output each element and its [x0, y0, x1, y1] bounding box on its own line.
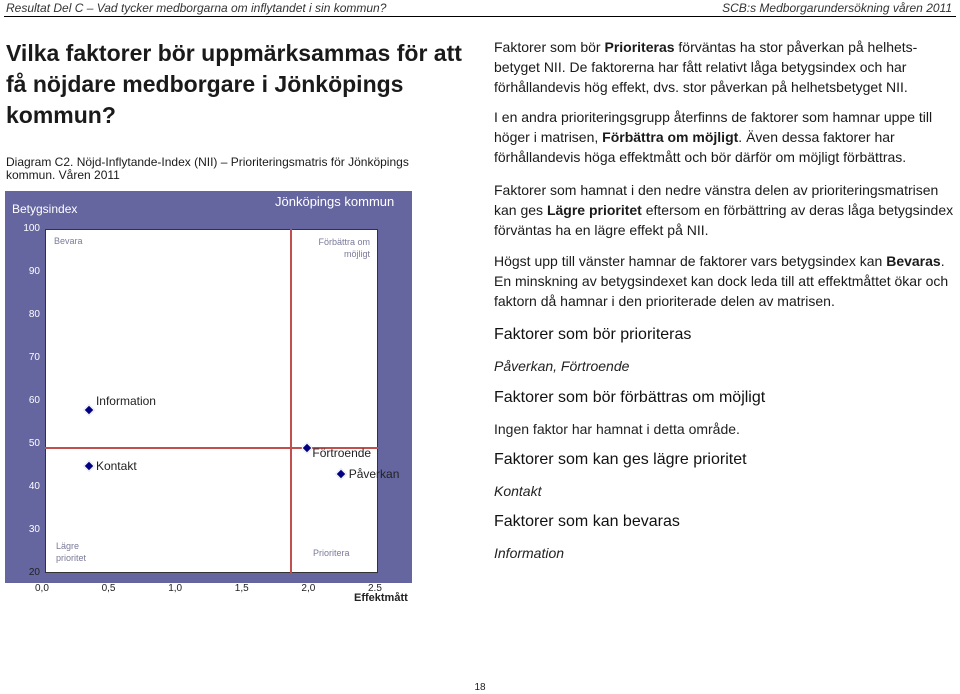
diagram-caption: Diagram C2. Nöjd-Inflytande-Index (NII) – Prioriteringsmatris för Jönköpings kommun. Våren 2011 — [6, 155, 409, 182]
keyword-forbattra: Förbättra om möjligt — [602, 129, 739, 145]
paragraph-bevara — [494, 251, 954, 311]
keyword-lagre-prioritet: Lägre prioritet — [546, 202, 642, 218]
x-tick-label: 1,0 — [168, 583, 183, 594]
quadrant-label-forbattra: Förbättra om möjligt — [318, 237, 370, 259]
chart-plot-area — [45, 229, 378, 573]
keyword-bevaras: Bevaras — [886, 253, 941, 269]
header-rule — [4, 16, 956, 17]
summary-items-bevaras: Information — [494, 545, 565, 561]
summary-items-forbattras: Ingen faktor har hamnat i detta område. — [494, 421, 740, 437]
keyword-prioriteras: Prioriteras — [604, 39, 675, 55]
quadrant-label-bevara: Bevara — [54, 236, 83, 246]
chart-x-axis-label: Effektmått — [354, 592, 408, 604]
summary-heading-lagre-prioritet: Faktorer som kan ges lägre prioritet — [494, 451, 747, 468]
paragraph-text: eftersom en förbättring av deras låga betygsindex förväntas ha en lägre effekt på NII. — [494, 202, 954, 238]
y-tick-label: 80 — [28, 309, 40, 320]
summary-heading-prioriteras: Faktorer som bör prioriteras — [494, 326, 692, 343]
x-tick-label: 0,0 — [35, 583, 49, 594]
y-tick-label: 60 — [28, 395, 40, 406]
chart-title: Jönköpings kommun — [275, 194, 395, 209]
paragraph-text: I en andra prioriteringsgrupp återfinns de faktorer som hamnar uppe till höger i matrisen, — [494, 109, 933, 145]
paragraph-text: Faktorer som bör — [494, 39, 605, 55]
chart-y-axis-label: Betygsindex — [12, 202, 78, 216]
data-label-information: Information — [95, 393, 156, 408]
summary-items-lagre-prioritet: Kontakt — [494, 483, 542, 499]
divider-vertical-line — [290, 229, 292, 573]
paragraph-forbattra — [494, 107, 954, 167]
paragraph-text: Högst upp till vänster hamnar de faktorer vars betygsindex kan — [494, 253, 887, 269]
quadrant-label-lagre-prioritet: Lägre prioritet — [56, 541, 87, 563]
y-tick-label: 40 — [28, 481, 40, 492]
y-tick-label: 70 — [28, 352, 40, 363]
y-tick-label: 50 — [28, 438, 40, 449]
paragraph-prioritera — [494, 37, 954, 97]
page-number: 18 — [474, 682, 486, 693]
y-tick-label: 100 — [23, 223, 40, 234]
header-left-text: Resultat Del C – Vad tycker medborgarna om inflytandet i sin kommun? — [6, 1, 387, 15]
paragraph-text: . En minskning av betygsindexet kan dock leda till att effektmåttet ökar och faktorn då hamnar i den prioriterade delen av matrisen. — [494, 253, 949, 309]
data-label-påverkan: Påverkan — [348, 467, 400, 482]
quadrant-label-prioritera: Prioritera — [313, 548, 350, 558]
paragraph-text: Faktorer som hamnat i den nedre vänstra delen av prioriteringsmatrisen kan ges — [494, 182, 939, 218]
x-tick-label: 1,5 — [234, 583, 249, 594]
y-tick-label: 20 — [28, 567, 40, 578]
x-tick-label: 0,5 — [101, 583, 116, 594]
page-header — [0, 0, 960, 18]
paragraph-text: förväntas ha stor påverkan på helhets-betyget NII. De faktorerna har fått relativt låga betygsindex och har förhållandevis hög effekt, dvs. stor påverkan på helhetsbetyget NII. — [494, 39, 918, 95]
summary-heading-forbattras: Faktorer som bör förbättras om möjligt — [494, 389, 766, 406]
summary-items-prioriteras: Påverkan, Förtroende — [494, 358, 630, 374]
x-tick-label: 2.5 — [368, 583, 382, 594]
header-right-text: SCB:s Medborgarundersökning våren 2011 — [722, 1, 952, 15]
paragraph-lagre-prioritet — [494, 180, 954, 240]
page-title: Vilka faktorer bör uppmärksammas för att få nöjdare medborgare i Jönköpings kommun? — [6, 40, 462, 128]
data-label-förtroende: Förtroende — [312, 446, 372, 461]
summary-heading-bevaras: Faktorer som kan bevaras — [494, 513, 680, 530]
x-tick-label: 2,0 — [301, 583, 316, 594]
y-tick-label: 30 — [28, 524, 40, 535]
y-tick-label: 90 — [28, 266, 40, 277]
data-label-kontakt: Kontakt — [95, 458, 137, 473]
paragraph-text: . Även dessa faktorer har förhållandevis höga effektmått och bör därför om möjligt förbättras. — [494, 129, 907, 165]
